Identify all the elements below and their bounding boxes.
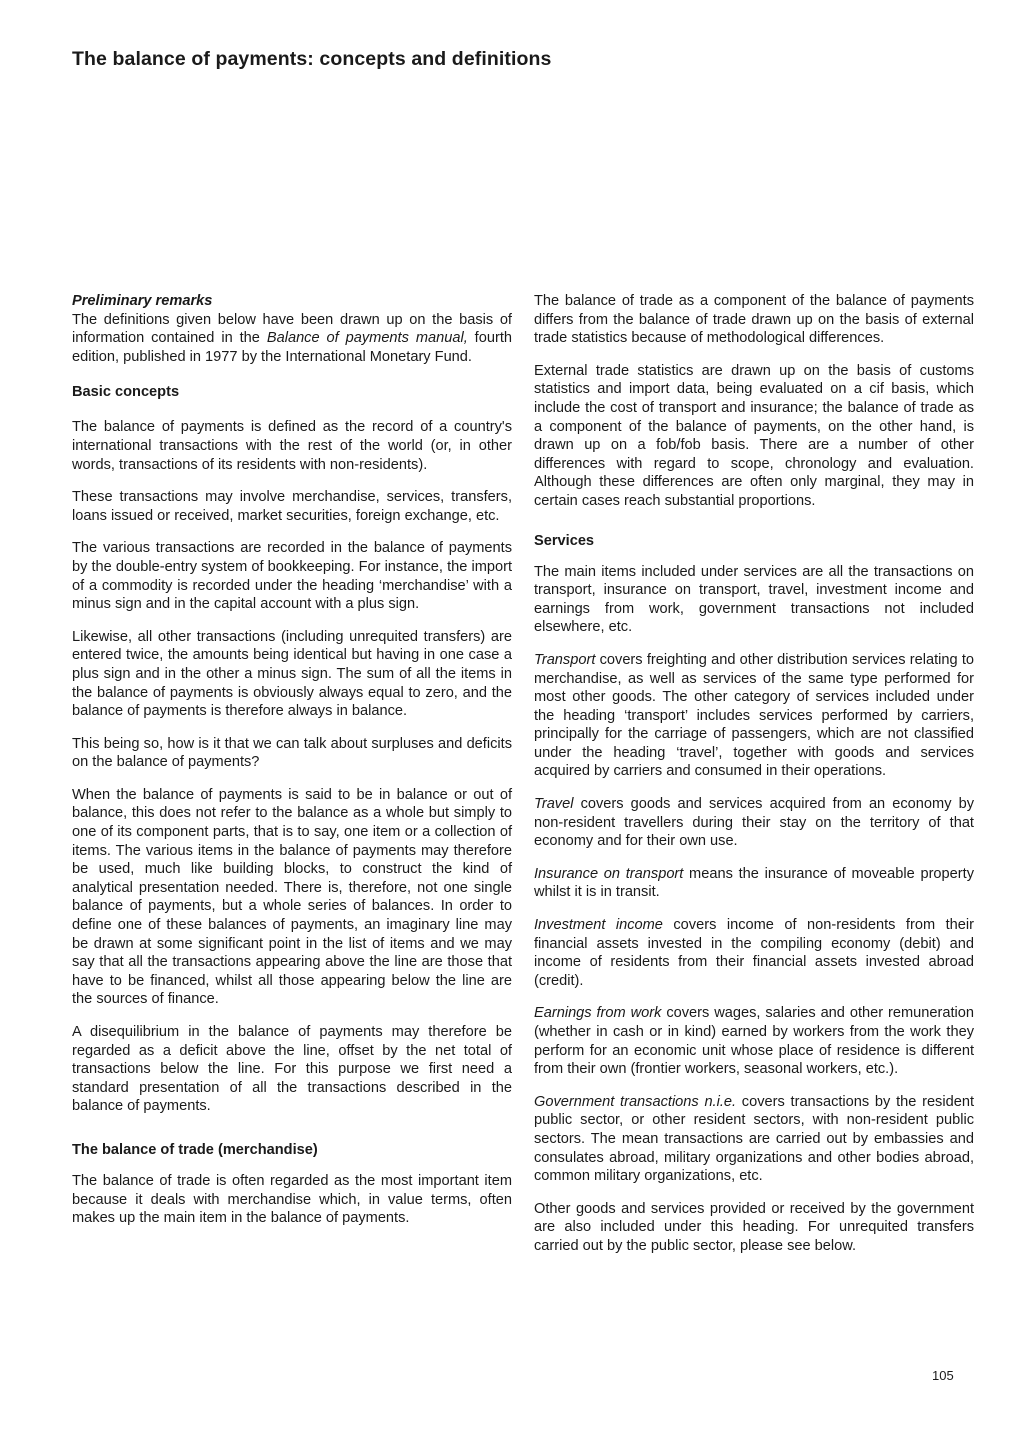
paragraph: The balance of trade as a component of the balance of payments differs from the balance of trade drawn up on the basis of external trade statistics because of methodological differences. [534,293,974,347]
page-number: 105 [932,1368,954,1383]
definition-text: covers goods and services acquired from an economy by non-resident travellers during their stay on the territory of that economy and for their own use. [534,796,974,850]
paragraph: A disequilibrium in the balance of payments may therefore be regarded as a deficit above the line, offset by the net total of transactions below the line. For this purpose we first need a standard presentation of all the transactions described in the balance of payments. [72,1024,512,1115]
paragraph: Other goods and services provided or received by the government are also included under this heading. For unrequited transfers carried out by the public sector, please see below. [534,1200,974,1254]
paragraph: These transactions may involve merchandise, services, transfers, loans issued or received, market securities, foreign exchange, etc. [72,489,512,524]
balance-of-trade-heading: The balance of trade (merchandise) [72,1141,318,1158]
term-insurance: Insurance on transport [534,865,684,882]
term-travel: Travel [534,796,574,813]
paragraph: External trade statistics are drawn up on the basis of customs statistics and import data, being evaluated on a cif basis, which include the cost of transport and insurance; the balance of trade as a component of the balance of payments, on the other hand, is drawn up on a fob/fob basis. There are a number of other differences with regard to scope, chronology and evaluation. Although these differences are often only marginal, they may in certain cases reach substantial proportions. [534,362,974,509]
definition-investment-income [534,916,974,990]
definition-text: covers transactions by the resident public sector, or other resident sectors, with non-resident public sectors. The mean transactions are carried out by embassies and consulates abroad, military organizations and other bodies abroad, common military organizations, etc. [534,1093,974,1185]
basic-concepts-heading: Basic concepts [72,384,180,401]
definition-text: means the insurance of moveable property whilst it is in transit. [534,865,974,901]
paragraph: The various transactions are recorded in the balance of payments by the double-entry system of bookkeeping. For instance, the import of a commodity is recorded under the heading ‘merchandise’ with a minus sign and in the capital account with a plus sign. [72,540,512,613]
preliminary-remarks-paragraph [72,311,512,367]
paragraph: The balance of trade is often regarded as the most important item because it deals with merchandise which, in value terms, often makes up the main item in the balance of payments. [72,1172,512,1227]
paragraph: When the balance of payments is said to be in balance or out of balance, this does not refer to the balance as a whole but simply to one of its component parts, that is to say, one item or a collection of items. The various items in the balance of payments may therefore be used, much like building blocks, to construct the kind of analytical presentation needed. There is, therefore, not one single balance of payments, but a whole series of balances. In order to define one of these balances of payments, an imaginary line may be drawn at some significant point in the list of items and we may say that all the transactions appearing above the line are those that have to be financed, whilst all those appearing below the line are the sources of finance. [72,786,512,1008]
term-earnings: Earnings from work [534,1005,662,1022]
prelim-text-end: fourth edition, published in 1977 by the International Monetary Fund. [72,330,512,365]
prelim-text-start: The definitions given below have been drawn up on the basis of information contained in the [72,311,512,347]
definition-earnings [534,1004,974,1078]
right-column [534,292,974,1256]
term-government: Government transactions n.i.e. [534,1093,737,1110]
paragraph: The balance of payments is defined as the record of a country's international transactions with the rest of the world (or, in other words, transactions of its residents with non-residents). [72,419,512,473]
definition-text: covers freighting and other distribution services relating to merchandise, as well as services of the same type performed for most other goods. The other category of services included under the heading ‘transport’ includes services performed by carriers, principally for the carriage of passengers, which are not classified under the heading ‘travel’, together with goods and services acquired by carriers and consumed in their operations. [534,651,974,780]
paragraph: This being so, how is it that we can talk about surpluses and deficits on the balance of payments? [72,735,512,771]
definition-government [534,1093,974,1186]
definition-travel [534,795,974,851]
page-title: The balance of payments: concepts and definitions [72,48,552,70]
services-heading: Services [534,532,595,549]
manual-title: Balance of payments manual, [266,330,468,347]
term-transport: Transport [534,651,596,668]
definition-insurance [534,865,974,902]
left-column [72,292,512,1228]
paragraph: The main items included under services are all the transactions on transport, insurance on transport, travel, investment income and earnings from work, government transactions not included elsewhere, etc. [534,563,974,636]
definition-transport [534,651,974,781]
preliminary-remarks-heading: Preliminary remarks [72,293,213,309]
definition-text: covers wages, salaries and other remuneration (whether in cash or in kind) earned by workers from the work they perform for an economic unit whose place of residence is different from their own (frontier workers, seasonal workers, etc.). [534,1005,974,1078]
definition-text: covers income of non-residents from their financial assets invested in the compiling economy (debit) and income of residents from their financial assets invested abroad (credit). [534,917,974,989]
paragraph: Likewise, all other transactions (including unrequited transfers) are entered twice, the amounts being identical but having in one case a plus sign and in the other a minus sign. The sum of all the items in the balance of payments is obviously always equal to zero, and the balance of payments is therefore always in balance. [72,628,512,720]
term-investment-income: Investment income [534,917,663,934]
